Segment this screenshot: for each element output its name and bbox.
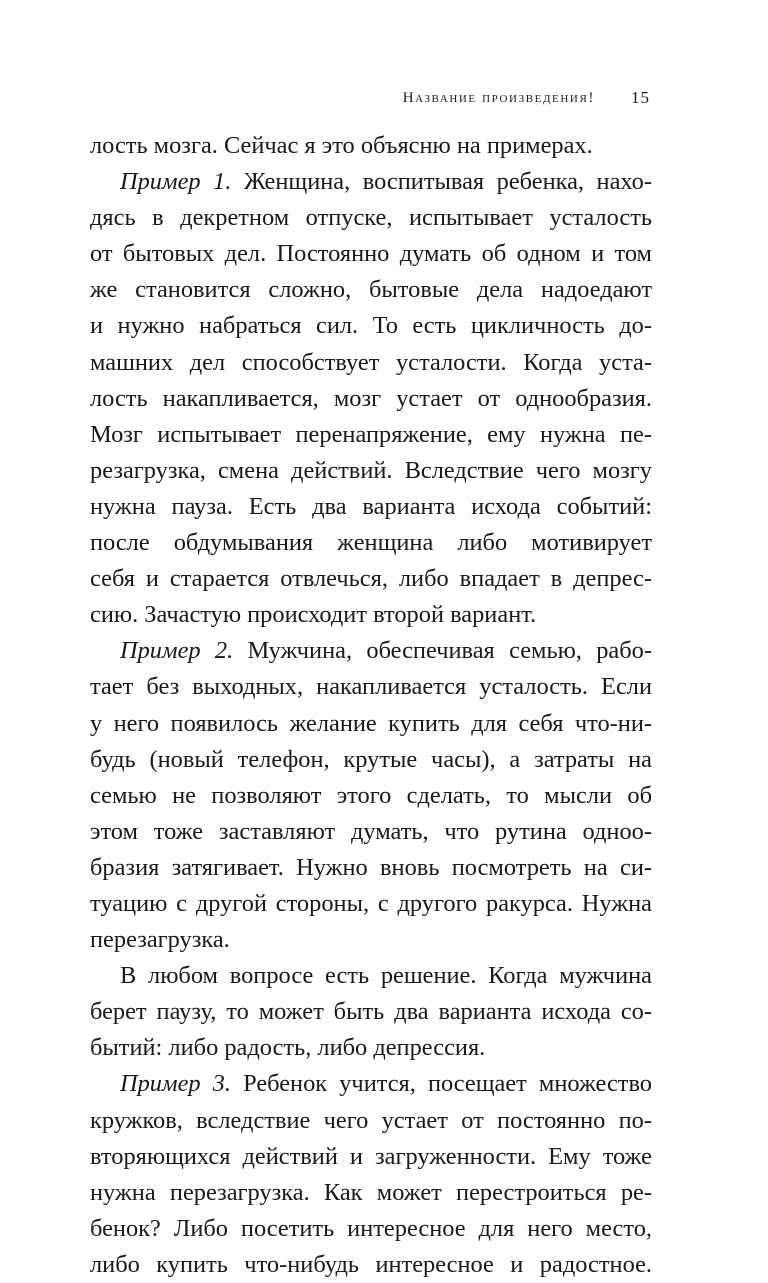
example-label: Пример 2. — [120, 637, 234, 665]
text-line — [90, 1139, 652, 1175]
text-line — [90, 489, 652, 525]
text-line — [90, 1175, 652, 1211]
text-line — [90, 778, 652, 814]
text-line — [90, 814, 652, 850]
line-text: бенок? Либо посетить интересное для него место, — [90, 1214, 652, 1242]
body-paragraphs — [90, 128, 652, 1283]
text-line — [90, 453, 652, 489]
text-line — [90, 886, 652, 922]
text-line — [90, 994, 652, 1030]
line-text: этом тоже заставляют думать, что рутина одноо- — [90, 817, 652, 845]
line-text: же становится сложно, бытовые дела надоедают — [90, 276, 652, 304]
line-text: лость мозга. Сейчас я это объясню на примерах. — [90, 132, 593, 159]
text-line — [90, 742, 652, 778]
text-line — [90, 1103, 652, 1139]
line-text: бытий: либо радость, либо депрессия. — [90, 1034, 486, 1062]
text-line — [90, 128, 652, 164]
line-text: тает без выходных, накапливается усталость. Если — [90, 673, 652, 701]
line-text: вторяющихся действий и загруженности. Ему тоже — [90, 1142, 652, 1170]
text-line — [90, 633, 652, 669]
text-line — [90, 272, 652, 308]
text-line — [90, 381, 652, 417]
line-text: дясь в декретном отпуске, испытывает усталость — [90, 204, 652, 232]
line-text: перезагрузка. — [90, 926, 230, 954]
line-text: сию. Зачастую происходит второй вариант. — [90, 601, 537, 629]
line-text: нужна пауза. Есть два варианта исхода событий: — [90, 492, 652, 520]
line-text: будь (новый телефон, крутые часы), а затраты на — [90, 745, 652, 773]
line-text: семью не позволяют этого сделать, то мысли об — [90, 781, 652, 809]
text-line — [90, 164, 652, 200]
line-text: Мужчина, обеспечивая семью, рабо- — [233, 637, 652, 665]
text-line — [90, 1247, 652, 1283]
page-number: 15 — [631, 88, 650, 107]
line-text: Мозг испытывает перенапряжение, ему нужна пе- — [90, 420, 652, 448]
line-text: лость накапливается, мозг устает от однообразия. — [90, 384, 652, 412]
text-line — [90, 1030, 652, 1066]
text-line — [90, 597, 652, 633]
example-label: Пример 3. — [120, 1070, 231, 1098]
line-text: берет паузу, то может быть два варианта исхода со- — [90, 998, 652, 1026]
text-line — [90, 236, 652, 272]
line-text: бразия затягивает. Нужно вновь посмотреть на си- — [90, 853, 652, 881]
text-line — [90, 706, 652, 742]
running-title: Название произведения! — [402, 89, 595, 106]
text-line — [90, 1066, 652, 1102]
text-line — [90, 525, 652, 561]
line-text: либо купить что-нибудь интересное и радостное. — [90, 1250, 652, 1278]
line-text: кружков, вследствие чего устает от постоянно по- — [90, 1106, 652, 1134]
text-line — [90, 345, 652, 381]
line-text: В любом вопросе есть решение. Когда мужчина — [120, 962, 652, 990]
line-text: Женщина, воспитывая ребенка, нахо- — [231, 168, 652, 196]
text-line — [90, 669, 652, 705]
text-line — [90, 561, 652, 597]
example-label: Пример 1. — [120, 168, 232, 196]
text-line — [90, 850, 652, 886]
line-text: себя и старается отвлечься, либо впадает в депрес- — [90, 565, 652, 593]
line-text: машних дел способствует усталости. Когда уста- — [90, 348, 652, 376]
line-text: у него появилось желание купить для себя что-ни- — [90, 709, 652, 737]
text-line — [90, 958, 652, 994]
body-text — [90, 128, 652, 1283]
line-text: от бытовых дел. Постоянно думать об одном и том — [90, 240, 652, 268]
line-text: после обдумывания женщина либо мотивирует — [90, 529, 652, 557]
text-line — [90, 1211, 652, 1247]
text-line — [90, 308, 652, 344]
line-text: туацию с другой стороны, с другого ракурса. Нужна — [90, 889, 652, 917]
text-line — [90, 922, 652, 958]
text-line — [90, 417, 652, 453]
line-text: и нужно набраться сил. То есть цикличность до- — [90, 312, 652, 340]
line-text: Ребенок учится, посещает множество — [230, 1070, 652, 1098]
page-header — [403, 84, 650, 112]
line-text: резагрузка, смена действий. Вследствие чего мозгу — [90, 456, 652, 484]
line-text: нужна перезагрузка. Как может перестроиться ре- — [90, 1178, 652, 1206]
text-line — [90, 200, 652, 236]
